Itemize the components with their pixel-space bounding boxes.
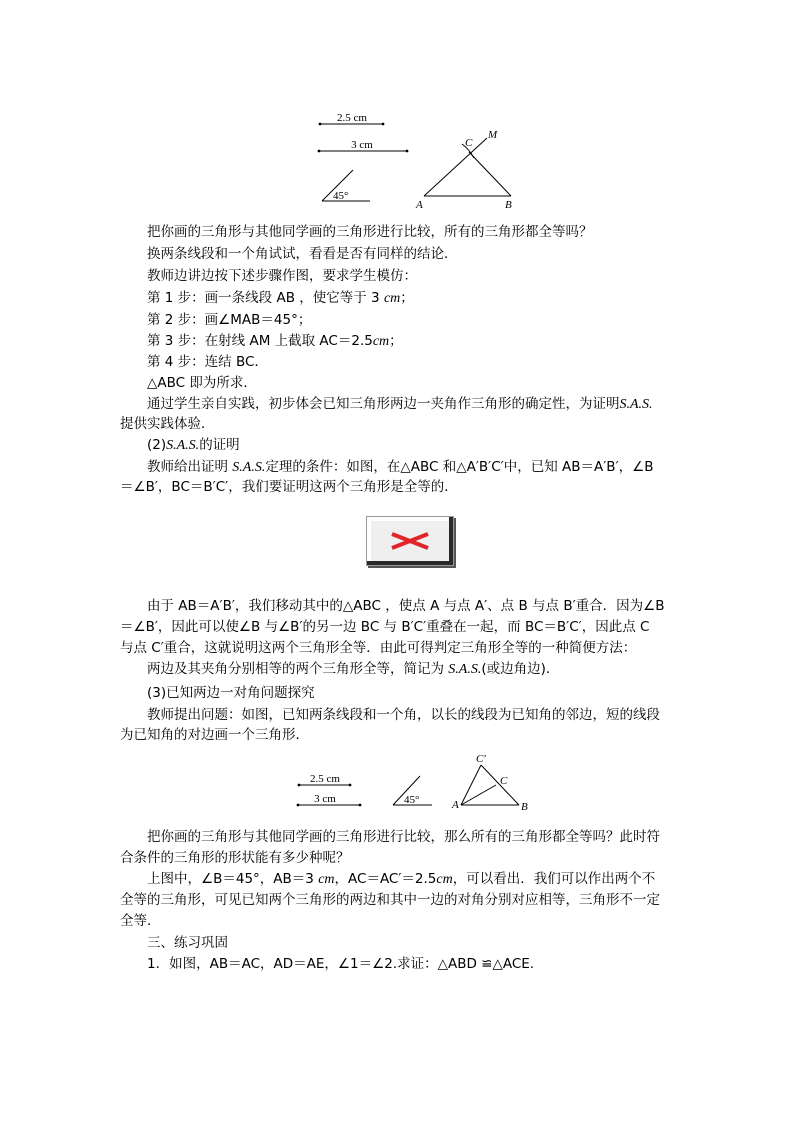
red-x-icon — [367, 517, 453, 565]
heading-practice: 三、练习巩固 — [147, 935, 228, 951]
heading-ssa-explore: (3)已知两边一对角问题探究 — [147, 685, 315, 701]
paragraph-question-line2: 为已知角的对边画一个三角形． — [120, 727, 309, 743]
paragraph-proof-line2: ＝∠B′，因此可以使∠B 与∠B′的另一边 BC 与 B′C′重叠在一起，而 BC＝B′C′，因此点 C — [120, 619, 650, 635]
point-label-C: C — [500, 775, 508, 787]
paragraph-practice-line1: 通过学生亲自实践，初步体会已知三角形两边一夹角作三角形的确定性，为证明S.A.S. — [147, 396, 653, 412]
paragraph-try-again: 换两条线段和一个角试试，看看是否有同样的结论． — [147, 246, 458, 262]
angle-label-45: 45° — [404, 794, 420, 806]
step-1: 第 1 步：画一条线段 AB ，使它等于 3 cm； — [147, 290, 414, 306]
step-3: 第 3 步：在射线 AM 上截取 AC＝2.5cm； — [147, 333, 403, 349]
segment-label-2.5cm: 2.5 cm — [337, 112, 367, 124]
paragraph-proof-line3: 与点 C′重合，这就说明这两个三角形全等．由此可得判定三角形全等的一种简便方法： — [120, 640, 637, 656]
point-label-C-prime: C′ — [476, 753, 486, 765]
paragraph-proof-line1: 由于 AB＝A′B′，我们移动其中的△ABC ，使点 A 与点 A′、点 B 与点 B′重合．因为∠B — [147, 598, 665, 614]
paragraph-conditions-line1: 教师给出证明 S.A.S.定理的条件：如图，在△ABC 和△A′B′C′中，已知 AB＝A′B′，∠B — [147, 459, 654, 475]
paragraph-compare2-line2: 合条件的三角形的形状能有多少种呢？ — [120, 850, 350, 866]
segment-label-2.5cm: 2.5 cm — [310, 773, 340, 785]
result-line: △ABC 即为所求． — [147, 375, 257, 391]
segment-label-3cm: 3 cm — [351, 139, 373, 151]
step-4: 第 4 步：连结 BC. — [147, 354, 259, 370]
paragraph-compare: 把你画的三角形与其他同学画的三角形进行比较，所有的三角形都全等吗？ — [147, 224, 593, 240]
point-label-C: C — [465, 137, 473, 149]
ray-AM — [424, 138, 487, 196]
paragraph-conclusion-line1: 上图中，∠B＝45°，AB＝3 cm，AC＝AC′＝2.5cm，可以看出．我们可以作出两个不 — [147, 871, 656, 887]
paragraph-conditions-line2: ＝∠B′，BC＝B′C′，我们要证明这两个三角形是全等的． — [120, 479, 458, 495]
point-label-B: B — [521, 801, 528, 813]
paragraph-compare2-line1: 把你画的三角形与其他同学画的三角形进行比较，那么所有的三角形都全等吗？此时符 — [147, 829, 660, 845]
point-label-M: M — [488, 129, 498, 141]
step-2: 第 2 步：画∠MAB＝45°； — [147, 312, 312, 328]
paragraph-practice-line2: 提供实践体验． — [120, 416, 215, 432]
figure-construction-sas — [310, 104, 530, 212]
paragraph-question-line1: 教师提出问题：如图，已知两条线段和一个角，以长的线段为已知角的邻边，短的线段 — [147, 707, 660, 723]
angle-label-45: 45° — [333, 190, 349, 202]
triangle-side-BC — [469, 152, 511, 196]
segment-label-3cm: 3 cm — [314, 793, 336, 805]
broken-image-placeholder — [366, 516, 454, 566]
point-label-B: B — [505, 199, 512, 211]
figure-ambiguous-ssa — [290, 748, 540, 814]
paragraph-sas-rule: 两边及其夹角分别相等的两个三角形全等，简记为 S.A.S.(或边角边)． — [147, 661, 560, 677]
paragraph-conclusion-line2: 全等的三角形，可见已知两个三角形的两边和其中一边的对角分别对应相等，三角形不一定 — [120, 892, 660, 908]
paragraph-conclusion-line3: 全等． — [120, 913, 161, 929]
heading-sas-proof: (2)S.A.S.的证明 — [147, 437, 240, 453]
point-label-A: A — [452, 799, 459, 811]
exercise-1: 1．如图，AB＝AC，AD＝AE，∠1＝∠2.求证：△ABD ≌△ACE. — [147, 956, 535, 972]
point-label-A: A — [416, 199, 423, 211]
paragraph-teacher-steps: 教师边讲边按下述步骤作图，要求学生模仿： — [147, 268, 417, 284]
